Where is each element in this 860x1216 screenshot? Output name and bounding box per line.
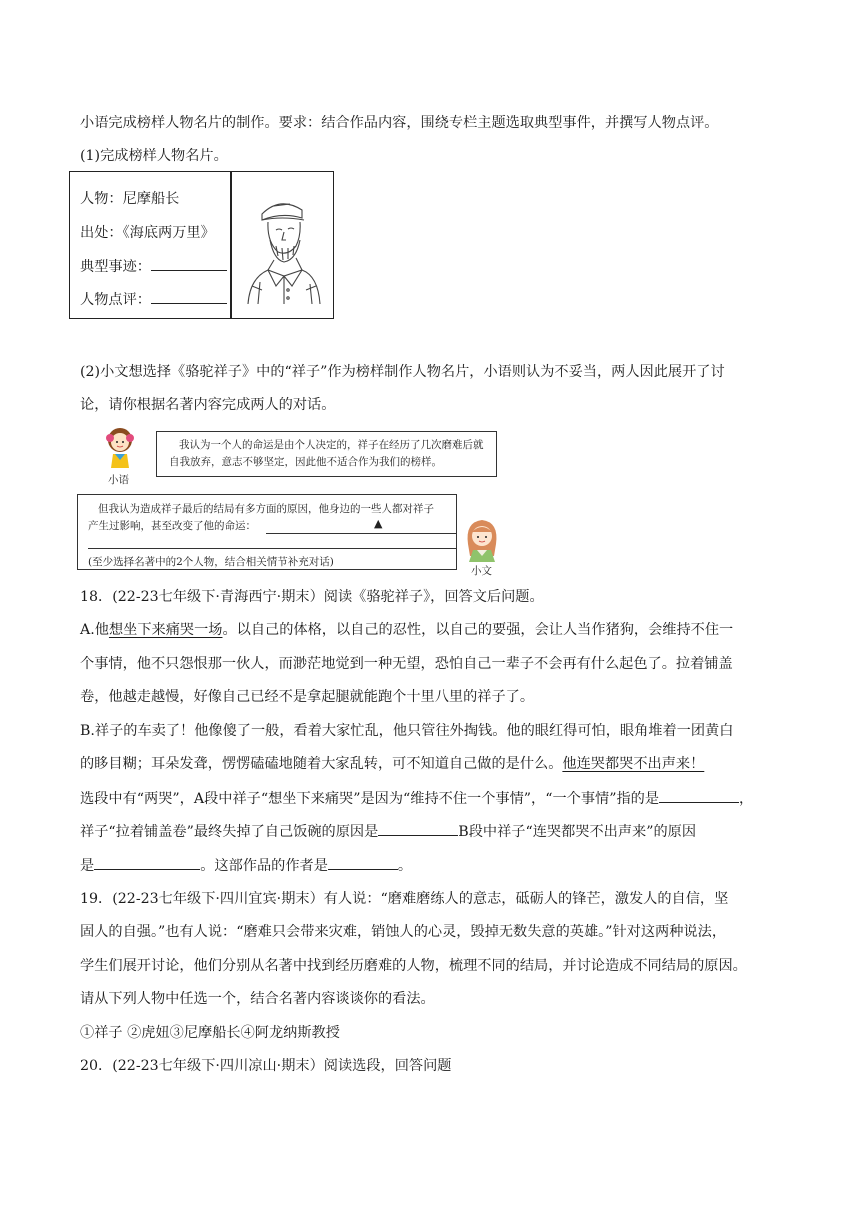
xiaowen-avatar-icon: [461, 514, 503, 562]
xiaoyu-avatar-icon: [102, 424, 138, 470]
q19-options: ①祥子 ②虎妞③尼摩船长④阿龙纳斯教授: [80, 1025, 340, 1041]
card-comment: [80, 289, 227, 309]
q19-line4: 请从下列人物中任选一个，结合名著内容谈谈你的看法。: [80, 991, 435, 1007]
card-comment-blank[interactable]: [151, 289, 227, 304]
q18-b-prefix: 的眵目糊；耳朵发聋，愣愣磕磕地随着大家乱转，可不知道自己做的是什么。: [80, 756, 563, 772]
card-person: 人物：尼摩船长: [80, 191, 180, 207]
q18-b-line1: B.祥子的车卖了！他像傻了一般，看着大家忙乱，他只管往外掏钱。他的眼红得可怕，眼角堆着一团黄白: [80, 723, 734, 739]
q18-ask3-mid: 。这部作品的作者是: [200, 858, 328, 874]
q18-blank-3[interactable]: [94, 855, 200, 870]
q18-ask2-text: 祥子“拉着铺盖卷”最终失掉了自己饭碗的原因是: [80, 824, 379, 840]
q18-ask3-prefix: 是: [80, 858, 95, 874]
q18-ask1-end: ，: [739, 791, 754, 807]
xiaoyu-bubble: [156, 431, 497, 477]
intro-text: 小语完成榜样人物名片的制作。要求：结合作品内容，围绕专栏主题选取典型事件，并撰写人物点评。: [80, 115, 719, 131]
q18-a-line3: 卷，他越走越慢，好像自己已经不是拿起腿就能跑个十里八里的祥子了。: [80, 689, 535, 705]
xiaowen-line2: 产生过影响，甚至改变了他的命运：: [88, 520, 256, 532]
q18-a-line2: 个事情，他不只怨恨那一伙人，而渺茫地觉到一种无望，恐怕自己一辈子不会再有什么起色了。拉着铺盖: [80, 656, 733, 672]
xiaoyu-line1: 我认为一个人的命运是由个人决定的，祥子在经历了几次磨难后就: [179, 439, 484, 451]
q18-ask3: [80, 855, 412, 876]
q18-blank-2[interactable]: [378, 821, 458, 836]
captain-nemo-portrait-icon: [240, 186, 326, 306]
xiaoyu-label: 小语: [108, 474, 129, 486]
answer-row-2: [88, 535, 456, 552]
q20-line1: 20．(22-23七年级下·四川凉山·期末）阅读选段，回答问题: [80, 1058, 452, 1074]
role-model-card: [69, 171, 334, 319]
q18-ask2: [80, 821, 696, 842]
card-deeds-label: 典型事迹：: [80, 259, 151, 275]
part2-line1: (2)小文想选择《骆驼祥子》中的“祥子”作为榜样制作人物名片，小语则认为不妥当，两人因此展开了讨: [80, 364, 725, 380]
q19-line2: 固人的自强。”也有人说：“磨难只会带来灾难，销蚀人的心灵，毁掉无数失意的英雄。”针对这两种说法，: [80, 924, 727, 940]
xiaowen-line1: 但我认为造成祥子最后的结局有多方面的原因，他身边的一些人都对祥子: [98, 503, 434, 515]
card-comment-label: 人物点评：: [80, 292, 151, 308]
q18-b-line2: [80, 754, 704, 774]
q18-ask3-end: 。: [397, 858, 413, 874]
marker-triangle-icon: ▲: [374, 517, 383, 530]
q18-a-line1: [80, 620, 733, 640]
part2-line2: 论，请你根据名著内容完成两人的对话。: [80, 397, 336, 413]
q18-a-rest: 。以自己的体格，以自己的忍性，以自己的要强，会让人当作猪狗，会维持不住一: [222, 622, 734, 638]
xiaowen-label: 小文: [471, 565, 492, 577]
answer-line-1[interactable]: [266, 533, 456, 534]
part1-title: (1)完成榜样人物名片。: [80, 148, 228, 164]
answer-line-2[interactable]: [88, 548, 456, 549]
xiaoyu-line2: 自我放弃，意志不够坚定，因此他不适合作为我们的榜样。: [169, 456, 442, 468]
xiaowen-line2-row: [88, 518, 456, 535]
q18-blank-1[interactable]: [659, 788, 739, 803]
xiaowen-bubble: [77, 494, 457, 570]
q18-ask2-mid: B段中祥子“连哭都哭不出声来”的原因: [458, 824, 697, 840]
q18-b-underlined: 他连哭都哭不出声来！: [562, 756, 705, 772]
card-divider: [230, 172, 232, 318]
card-deeds-blank[interactable]: [151, 256, 227, 271]
q19-line3: 学生们展开讨论，他们分别从名著中找到经历磨难的人物，梳理不同的结局，并讨论造成不同结局的原因。: [80, 958, 747, 974]
card-deeds: [80, 256, 227, 276]
q18-a-prefix: A.他: [80, 622, 109, 638]
q18-ask1: [80, 788, 753, 809]
q18-blank-4[interactable]: [328, 855, 398, 870]
card-source: 出处：《海底两万里》: [80, 225, 215, 241]
q18-header: 18．(22-23七年级下·青海西宁·期末）阅读《骆驼祥子》，回答文后问题。: [80, 589, 544, 605]
q19-line1: 19．(22-23七年级下·四川宜宾·期末）有人说：“磨难磨练人的意志，砥砺人的锋芒，激发人的自信，坚: [80, 891, 729, 907]
q18-ask1-text: 选段中有“两哭”，A段中祥子“想坐下来痛哭”是因为“维持不住一个事情”，“一个事情”指的是: [80, 791, 660, 807]
xiaowen-hint: (至少选择名著中的2个人物，结合相关情节补充对话): [88, 556, 334, 568]
q18-a-underlined: 想坐下来痛哭一场: [108, 622, 223, 638]
